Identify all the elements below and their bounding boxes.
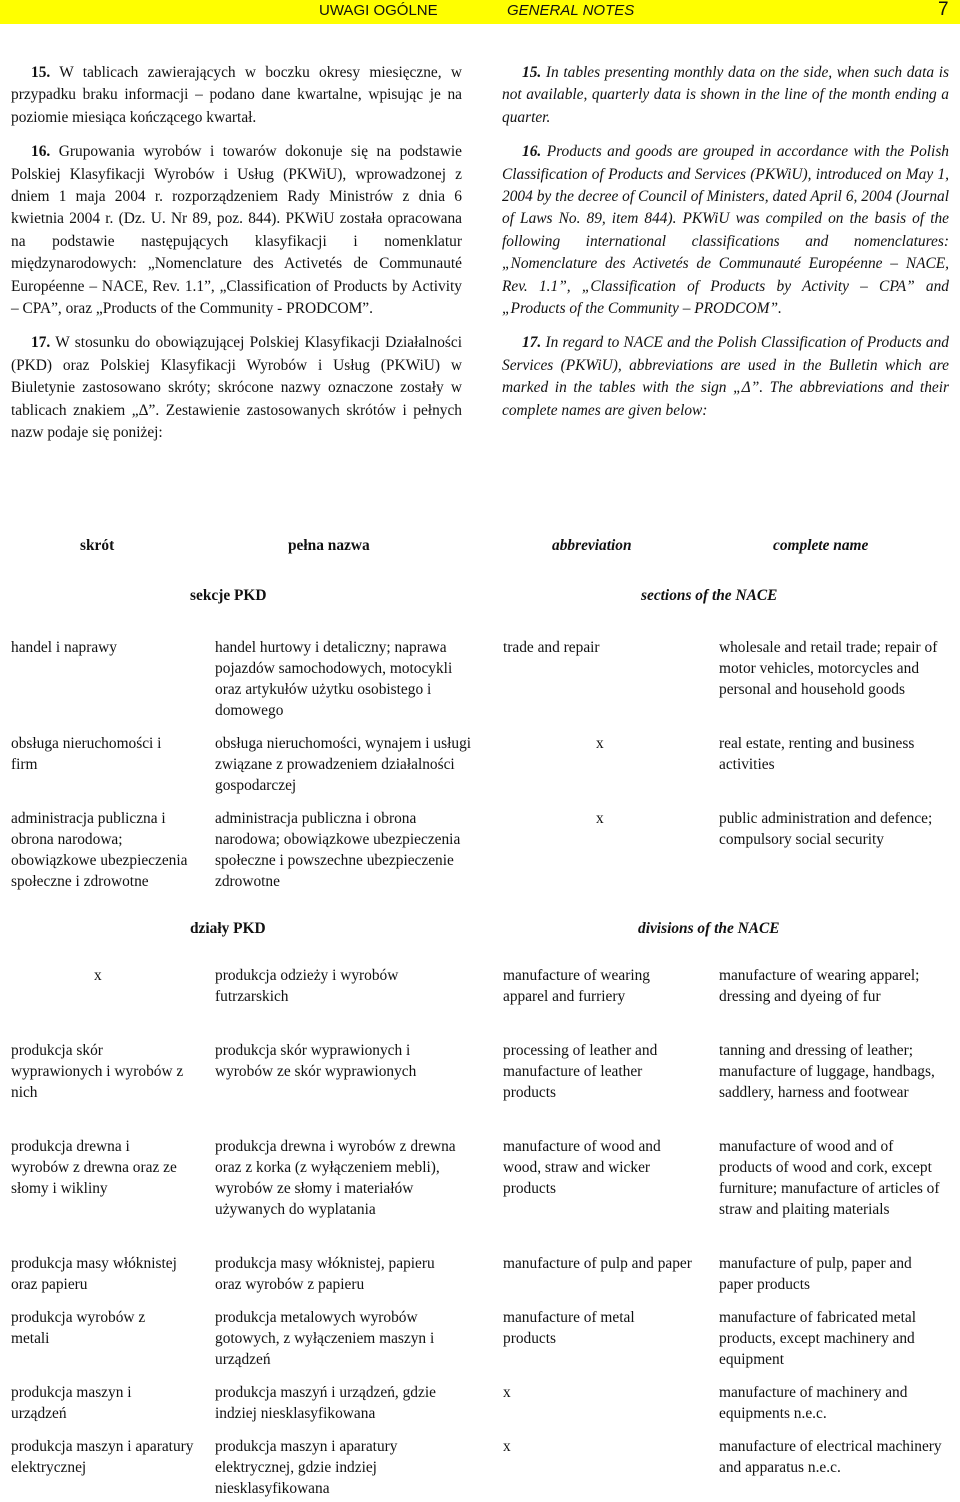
col-header-full-pl: pełna nazwa [288, 537, 370, 554]
note-pl-16 [11, 141, 462, 320]
table-cell-abbr-en: manufacture of wearing apparel and furriery [503, 967, 650, 1005]
note-text: W tablicach zawierających w boczku okresy miesięczne, w przypadku braku informacji – podano dane kwartalne, wpisując je na poziomie miesiąca kończącego kwartał. [11, 64, 462, 126]
table-cell-full-en: public administration and defence; compulsory social security [719, 810, 933, 848]
note-number: 17. [522, 334, 542, 352]
note-en-15 [502, 62, 949, 129]
note-number: 15. [522, 64, 542, 81]
table-cell-full-en: manufacture of machinery and equipments n.e.c. [719, 1384, 908, 1422]
table-cell-abbr-en: trade and repair [503, 639, 600, 656]
note-pl-17 [11, 332, 462, 444]
col-header-abbr-pl: skrót [80, 537, 115, 554]
note-number: 15. [31, 64, 51, 81]
table-cell-full-en: wholesale and retail trade; repair of motor vehicles, motorcycles and personal and household goods [719, 639, 938, 698]
note-text: W stosunku do obowiązującej Polskiej Klasyfikacji Działalności (PKD) oraz Polskiej Klasyfikacji Wyrobów i Usług (PKWiU) w Biuletynie zastosowano skróty; skrócone nazwy oznaczone zostały w tablicach znakiem „Δ”. Zestawienie zastosowanych skrótów i pełnych nazw podaje się poniżej: [11, 334, 462, 442]
page-number: 7 [938, 0, 949, 20]
table-cell-abbr-pl: obsługa nieruchomości i firm [11, 735, 162, 773]
notes-polish [11, 62, 462, 457]
table-cell-abbr-en: processing of leather and manufacture of leather products [503, 1042, 658, 1101]
section-title-en: sections of the NACE [641, 587, 778, 604]
table-cell-full-pl: administracja publiczna i obrona narodowa; obowiązkowe ubezpieczenia społeczne i powszechne ubezpieczenie zdrowotne [215, 810, 461, 890]
table-cell-abbr-en: manufacture of metal products [503, 1309, 635, 1347]
table-cell-abbr-en: x [596, 810, 604, 827]
notes-english [502, 62, 949, 434]
header-title-pl: UWAGI OGÓLNE [319, 2, 438, 19]
col-header-abbr-en: abbreviation [552, 537, 632, 554]
table-cell-full-en: manufacture of fabricated metal products, except machinery and equipment [719, 1309, 916, 1368]
table-cell-abbr-pl: produkcja masy włóknistej oraz papieru [11, 1255, 177, 1293]
note-pl-15 [11, 62, 462, 129]
section-title-pl: sekcje PKD [190, 587, 267, 604]
table-cell-full-pl: produkcja masy włóknistej, papieru oraz wyrobów z papieru [215, 1255, 435, 1293]
table-cell-full-pl: handel hurtowy i detaliczny; naprawa pojazdów samochodowych, motocykli oraz artykułów użytku osobistego i domowego [215, 639, 453, 719]
table-cell-abbr-en: x [503, 1384, 511, 1401]
col-header-full-en: complete name [773, 537, 869, 554]
table-cell-full-pl: obsługa nieruchomości, wynajem i usługi związane z prowadzeniem działalności gospodarczej [215, 735, 472, 794]
table-cell-full-pl: produkcja metalowych wyrobów gotowych, z wyłączeniem maszyn i urządzeń [215, 1309, 435, 1368]
table-cell-abbr-pl: produkcja wyrobów z metali [11, 1309, 146, 1347]
table-cell-abbr-pl: handel i naprawy [11, 639, 117, 656]
table-cell-abbr-en: manufacture of wood and wood, straw and wicker products [503, 1138, 661, 1197]
table-cell-full-en: tanning and dressing of leather; manufacture of luggage, handbags, saddlery, harness and footwear [719, 1042, 935, 1101]
note-en-17 [502, 332, 949, 422]
table-cell-full-pl: produkcja maszyn i aparatury elektrycznej, gdzie indziej niesklasyfikowana [215, 1438, 398, 1497]
table-cell-full-en: real estate, renting and business activities [719, 735, 915, 773]
note-en-16 [502, 141, 949, 320]
note-text: Grupowania wyrobów i towarów dokonuje się na podstawie Polskiej Klasyfikacji Wyrobów i Usług (PKWiU), wprowadzonej z dniem 1 maja 2004 r. rozporządzeniem Rady Ministrów z dnia 6 kwietnia 2004 r. (Dz. U. Nr 89, poz. 844). PKWiU została opracowana na podstawie następujących klasyfikacji i nomenklatur międzynarodowych: „Nomenclature des Activetés de Communauté Européenne – NACE, Rev. 1.1”, „Classification of Products by Activity – CPA”, oraz „Products of the Community - PRODCOM”. [11, 143, 462, 318]
table-cell-full-en: manufacture of wood and of products of wood and cork, except furniture; manufacture of articles of straw and plaiting materials [719, 1138, 940, 1218]
table-cell-abbr-en: x [503, 1438, 511, 1455]
table-cell-abbr-pl: x [94, 967, 102, 984]
table-cell-full-pl: produkcja drewna i wyrobów z drewna oraz z korka (z wyłączeniem mebli), wyrobów ze słomy i materiałów używanych do wyplatania [215, 1138, 456, 1218]
note-text: In regard to NACE and the Polish Classification of Products and Services (PKWiU), abbreviations are used in the Bulletin which are marked in the tables with the sign „Δ”. The abbreviations and their complete names are given below: [502, 334, 949, 419]
table-cell-abbr-pl: produkcja drewna i wyrobów z drewna oraz ze słomy i wikliny [11, 1138, 177, 1197]
table-cell-abbr-pl: administracja publiczna i obrona narodowa; obowiązkowe ubezpieczenia społeczne i zdrowotne [11, 810, 188, 890]
header-title-en: GENERAL NOTES [507, 2, 635, 19]
table-cell-abbr-en: manufacture of pulp and paper [503, 1255, 692, 1272]
note-number: 16. [522, 143, 542, 161]
division-title-en: divisions of the NACE [638, 920, 780, 937]
table-cell-abbr-pl: produkcja skór wyprawionych i wyrobów z nich [11, 1042, 184, 1101]
table-cell-abbr-en: x [596, 735, 604, 752]
division-title-pl: działy PKD [190, 920, 266, 937]
table-cell-full-pl: produkcja maszyń i urządzeń, gdzie indziej niesklasyfikowana [215, 1384, 436, 1422]
note-number: 17. [31, 334, 51, 352]
table-cell-full-pl: produkcja odzieży i wyrobów futrzarskich [215, 967, 399, 1005]
table-cell-abbr-pl: produkcja maszyn i urządzeń [11, 1384, 132, 1422]
table-cell-abbr-pl: produkcja maszyn i aparatury elektrycznej [11, 1438, 194, 1476]
note-text: In tables presenting monthly data on the side, when such data is not available, quarterly data is shown in the line of the month ending a quarter. [502, 64, 949, 126]
note-text: Products and goods are grouped in accordance with the Polish Classification of Products and Services (PKWiU), introduced on May 1, 2004 by the decree of Council of Ministers, dated April 6, 2004 (Journal of Laws No. 89, item 844). PKWiU was compiled on the basis of the following international classifications and nomenclatures: „Nomenclature des Activetés de Communauté Européenne – NACE, Rev. 1.1”, „Classification of Products by Activity – CPA” and „Products of the Community – PRODCOM”. [502, 143, 949, 318]
note-number: 16. [31, 143, 51, 161]
table-cell-full-en: manufacture of wearing apparel; dressing and dyeing of fur [719, 967, 920, 1005]
table-cell-full-pl: produkcja skór wyprawionych i wyrobów ze skór wyprawionych [215, 1042, 417, 1080]
table-cell-full-en: manufacture of pulp, paper and paper products [719, 1255, 912, 1293]
page-header [0, 0, 960, 24]
table-cell-full-en: manufacture of electrical machinery and apparatus n.e.c. [719, 1438, 942, 1476]
